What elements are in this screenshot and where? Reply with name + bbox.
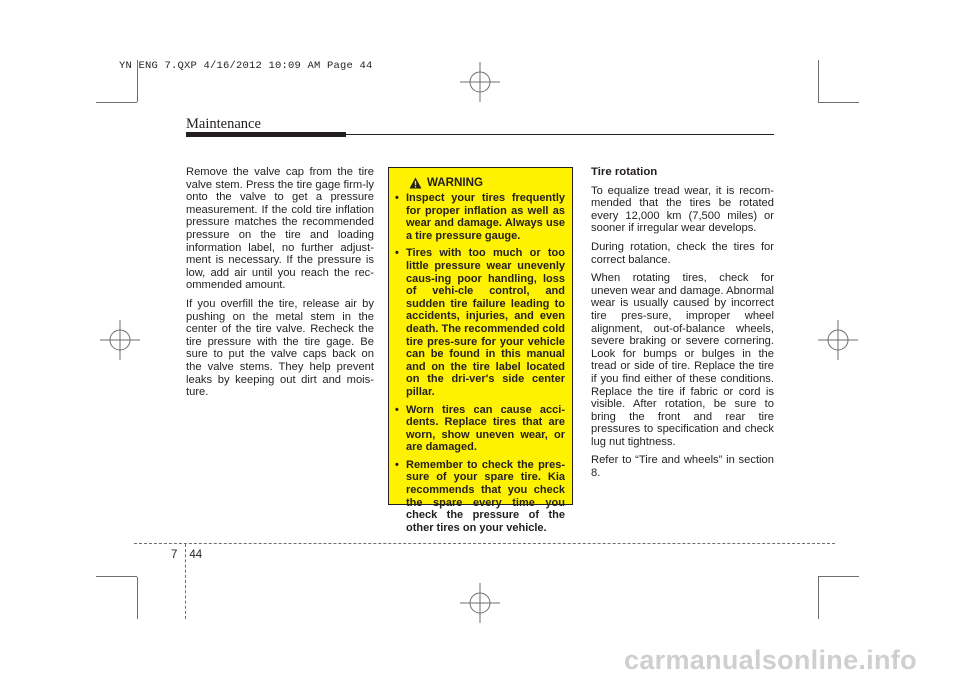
column-left [186, 166, 374, 405]
column-right [591, 166, 774, 486]
chapter-number: 7 [171, 549, 178, 561]
registration-mark-icon [818, 320, 858, 360]
header-rule-thin [346, 134, 774, 135]
paragraph: When rotating tires, check for uneven wear and damage. Abnormal wear is usually caused by incorrect tire pres-sure, improper wheel alignment, out-of-balance wheels, severe braking or severe cornering. Look for bumps or bulges in the tread or side of tire. Replace the tire if you find either of these conditions. Replace the tire if fabric or cord is visible. After rotation, be sure to bring the front and rear tire pressures to specification and check lug nut tightness. [591, 272, 774, 448]
page-number-value: 44 [189, 549, 203, 561]
paragraph: To equalize tread wear, it is recom-mended that the tires be rotated every 12,000 km (7,500 miles) or sooner if irregular wear develops. [591, 184, 774, 235]
registration-mark-icon [460, 583, 500, 623]
warning-box [388, 167, 573, 534]
warning-list [395, 192, 565, 539]
paragraph: Remove the valve cap from the tire valve stem. Press the tire gage firm-ly onto the valve to get a pressure measurement. If the cold tire inflation pressure matches the recommended pressure on the tire and loading information label, no further adjust-ment is necessary. If the pressure is low, add air until you reach the rec-ommended amount. [186, 166, 374, 292]
tire-rotation-heading: Tire rotation [591, 166, 658, 178]
registration-mark-icon [100, 320, 140, 360]
watermark: carmanualsonline.info [624, 645, 917, 675]
warning-item: • Tires with too much or too little pressure wear unevenly caus-ing poor handling, loss of vehi-cle control, and sudden tire failure leading to accidents, injuries, and even death. The recommended cold tire pres-sure for your vehicle can be found in this manual and on the tire label located on the dri-ver's side center pillar. [395, 247, 565, 398]
registration-mark-icon [460, 62, 500, 102]
paragraph: During rotation, check the tires for correct balance. [591, 240, 774, 266]
footer-rule [134, 543, 835, 544]
header-rule-thick [186, 132, 346, 137]
warning-heading [409, 176, 483, 189]
warning-item: • Worn tires can cause acci-dents. Replace tires that are worn, show uneven wear, or are damaged. [395, 404, 565, 454]
warning-item: • Inspect your tires frequently for proper inflation as well as wear and damage. Always use a tire pressure gauge. [395, 192, 565, 242]
paragraph: If you overfill the tire, release air by pushing on the metal stem in the center of the tire valve. Recheck the tire pressure with the tire gage. Be sure to put the valve caps back on the valve stems. They help prevent leaks by keeping out dirt and mois-ture. [186, 297, 374, 399]
warning-item: • Remember to check the pres-sure of your spare tire. Kia recommends that you check the spare every time you check the pressure of the other tires on your vehicle. [395, 459, 565, 535]
page-number [171, 549, 202, 561]
print-slug: YN ENG 7.QXP 4/16/2012 10:09 AM Page 44 [119, 60, 373, 72]
section-title: Maintenance [186, 116, 261, 132]
warning-title: WARNING [427, 176, 484, 189]
warning-triangle-icon [409, 177, 422, 189]
paragraph: Refer to “Tire and wheels” in section 8. [591, 454, 774, 480]
